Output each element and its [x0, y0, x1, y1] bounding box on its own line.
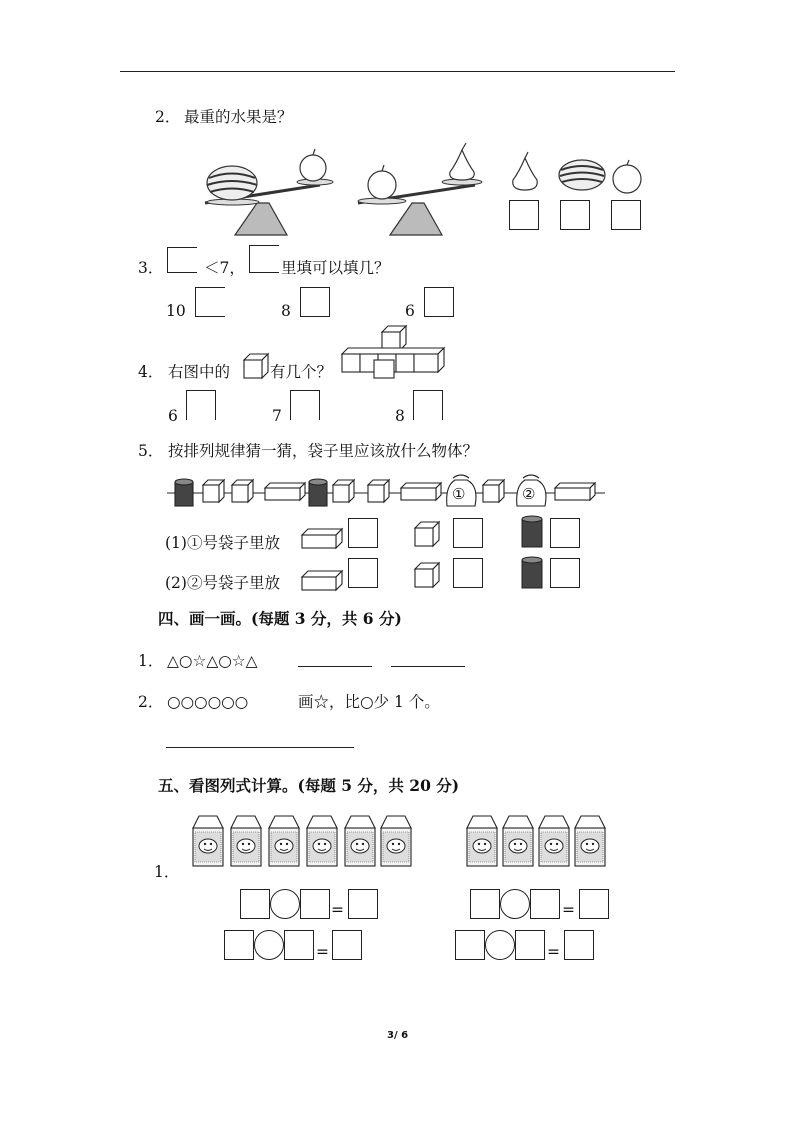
- q3-option-a-box[interactable]: [195, 287, 225, 317]
- sub1-box-cylinder[interactable]: [550, 518, 580, 548]
- eq-left-1-box-a[interactable]: [240, 889, 270, 919]
- milk-carton-group-left: [190, 814, 410, 870]
- eq-left-1-result[interactable]: [348, 889, 378, 919]
- eq-right-2-operator-circle[interactable]: [485, 930, 515, 960]
- sub1-box-cube[interactable]: [453, 518, 483, 548]
- answer-box-watermelon[interactable]: [560, 200, 590, 230]
- page-number: 3/ 6: [387, 1030, 409, 1041]
- eq-right-2-box-a[interactable]: [455, 930, 485, 960]
- q3-op: ＜7，: [204, 259, 245, 277]
- eq-right-2-equals: =: [547, 943, 560, 961]
- q2-number: 2．: [155, 108, 181, 126]
- q3-option-a: 10: [166, 302, 186, 320]
- header-rule: [120, 71, 675, 72]
- q4-text-b: 有几个？: [270, 363, 333, 381]
- cylinder-icon: [520, 514, 544, 550]
- watermelon-icon: [558, 158, 606, 192]
- sub2-box-cylinder[interactable]: [550, 558, 580, 588]
- cube-icon: [242, 352, 270, 380]
- eq-right-1-result[interactable]: [579, 889, 609, 919]
- q4-number: 4．: [138, 363, 164, 381]
- section4-title: 四、画一画。(每题 3 分，共 6 分): [158, 609, 402, 628]
- section4-item1-pattern: △○☆△○☆△: [167, 652, 258, 670]
- section4-item2-answer-line[interactable]: [166, 747, 354, 748]
- q4-option-b-box[interactable]: [290, 390, 320, 420]
- q5-sub2: (2)②号袋子里放: [165, 574, 280, 592]
- eq-left-2-box-b[interactable]: [284, 930, 314, 960]
- section5-title: 五、看图列式计算。(每题 5 分，共 20 分): [158, 776, 460, 795]
- q3-option-c: 6: [405, 302, 415, 320]
- section4-item2-circles: ○○○○○○: [167, 693, 249, 711]
- pattern-string: [165, 470, 610, 516]
- eq-left-1-operator-circle[interactable]: [270, 889, 300, 919]
- answer-box-apple[interactable]: [611, 200, 641, 230]
- sub2-box-cuboid[interactable]: [348, 558, 378, 588]
- q4-option-c: 8: [395, 407, 405, 425]
- section5-item1-number: 1．: [154, 863, 180, 881]
- sub1-box-cuboid[interactable]: [348, 518, 378, 548]
- section4-item1-blank-2[interactable]: [391, 666, 465, 667]
- section4-item1-blank-1[interactable]: [298, 666, 372, 667]
- eq-right-1-box-b[interactable]: [530, 889, 560, 919]
- balance-watermelon-apple: [195, 145, 345, 240]
- eq-left-2-box-a[interactable]: [224, 930, 254, 960]
- cube-stack-figure: [340, 324, 450, 380]
- q5-number: 5．: [138, 442, 164, 460]
- bag-2-label: ②: [522, 485, 536, 503]
- eq-left-2-result[interactable]: [332, 930, 362, 960]
- cuboid-icon: [300, 568, 344, 592]
- q3-option-b-box[interactable]: [300, 287, 330, 317]
- bag-1-label: ①: [452, 485, 466, 503]
- apple-icon: [610, 160, 644, 194]
- cube-icon: [413, 520, 443, 548]
- q3-number: 3．: [138, 259, 164, 277]
- cylinder-icon: [520, 555, 544, 591]
- eq-right-1-box-a[interactable]: [470, 889, 500, 919]
- q3-option-c-box[interactable]: [424, 287, 454, 317]
- q3-option-b: 8: [281, 302, 291, 320]
- q4-option-a: 6: [168, 407, 178, 425]
- q4-option-b: 7: [272, 407, 282, 425]
- balance-apple-pear: [350, 140, 500, 240]
- eq-right-1-operator-circle[interactable]: [500, 889, 530, 919]
- q3-tail: 里填可以填几？: [281, 259, 390, 277]
- eq-right-2-box-b[interactable]: [515, 930, 545, 960]
- pear-icon: [508, 152, 542, 194]
- eq-left-1-equals: =: [331, 901, 344, 919]
- q4-text-a: 右图中的: [168, 363, 231, 381]
- cuboid-icon: [300, 526, 344, 550]
- q5-sub1: (1)①号袋子里放: [165, 534, 280, 552]
- q3-box-second[interactable]: [249, 245, 279, 273]
- eq-right-2-result[interactable]: [564, 930, 594, 960]
- milk-carton-group-right: [464, 814, 614, 870]
- eq-left-2-equals: =: [316, 943, 329, 961]
- section4-item1-number: 1．: [138, 652, 164, 670]
- q4-option-c-box[interactable]: [413, 390, 443, 420]
- cylinder-icon: [175, 479, 193, 506]
- q4-option-a-box[interactable]: [186, 390, 216, 420]
- answer-box-pear[interactable]: [509, 200, 539, 230]
- q3-box-first[interactable]: [167, 247, 197, 273]
- cube-icon: [413, 561, 443, 589]
- q5-text: 按排列规律猜一猜，袋子里应该放什么物体？: [168, 442, 479, 460]
- section4-item2-number: 2．: [138, 693, 164, 711]
- eq-left-2-operator-circle[interactable]: [254, 930, 284, 960]
- q2-text: 最重的水果是？: [184, 108, 293, 126]
- section4-item2-text: 画☆，比○少 1 个。: [298, 693, 440, 711]
- sub2-box-cube[interactable]: [453, 558, 483, 588]
- eq-left-1-box-b[interactable]: [300, 889, 330, 919]
- eq-right-1-equals: =: [562, 901, 575, 919]
